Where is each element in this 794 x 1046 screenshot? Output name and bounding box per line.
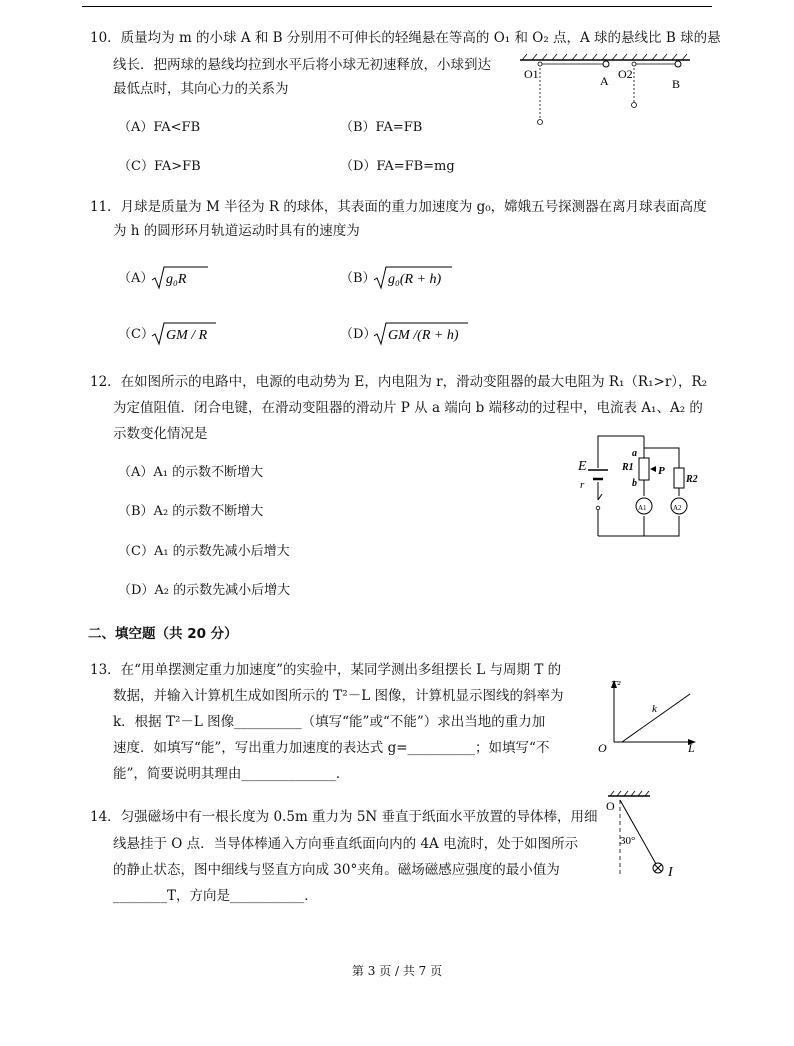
q12-option-b: （B）A₂ 的示数不断增大: [118, 504, 264, 519]
q14-label-o: O: [606, 799, 615, 813]
q10-label-o1: O1: [524, 67, 539, 81]
q11-option-c-radical: [150, 320, 218, 348]
q10-line1: 10．质量均为 m 的小球 A 和 B 分别用不可伸长的轻绳悬在等高的 O₁ 和 O₂ 点，A 球的悬线比 B 球的悬: [90, 30, 721, 46]
q10-option-c: （C）FA>FB: [118, 159, 201, 174]
q10-line3: 最低点时，其向心力的关系为: [113, 81, 289, 97]
q12-line2: 为定值阻值．闭合电键，在滑动变阻器的滑动片 P 从 a 端向 b 端移动的过程中，电流表 A₁、A₂ 的: [113, 400, 703, 416]
q10-pendulum-figure: [518, 50, 698, 130]
q12-line1: 12．在如图所示的电路中，电源的电动势为 E，内电阻为 r，滑动变阻器的最大电阻为 R₁（R₁>r），R₂: [90, 374, 708, 390]
q13-line3: k．根据 T²－L 图像__________（填写“能”或“不能”）求出当地的重力加: [113, 714, 546, 730]
q13-label-t2: T²: [611, 679, 621, 691]
q12-label-a1: A1: [638, 504, 647, 512]
q12-label-a2: A2: [673, 504, 682, 512]
q12-label-e: E: [578, 459, 587, 474]
q10-label-b: B: [672, 77, 681, 91]
q11-option-d-expr: GM /(R + h): [388, 328, 459, 343]
q13-line2: 数据，并输入计算机生成如图所示的 T²－L 图像，计算机显示图线的斜率为: [113, 688, 564, 704]
q13-t2-l-graph: [596, 672, 706, 756]
q13-line5: 能”，简要说明其理由______________．: [113, 766, 350, 782]
q12-circuit-figure: [574, 430, 704, 542]
q11-option-d-radical: [372, 320, 470, 348]
q11-option-a-radical: [150, 264, 210, 292]
q11-option-b-label: （B）: [340, 271, 376, 286]
q12-option-d: （D）A₂ 的示数先减小后增大: [118, 583, 291, 598]
q12-label-p: P: [658, 465, 665, 477]
q12-label-b: b: [632, 478, 637, 489]
q14-line2: 线悬挂于 O 点．当导体棒通入方向垂直纸面向内的 4A 电流时，处于如图所示: [113, 836, 579, 852]
q10-label-o2: O2: [618, 67, 633, 81]
q11-option-a-expr: g₀R: [166, 272, 187, 287]
q10-option-d: （D）FA=FB=mg: [340, 159, 455, 174]
q11-line1: 11．月球是质量为 M 半径为 R 的球体，其表面的重力加速度为 g₀，嫦娥五号探测器在离月球表面高度: [90, 199, 707, 215]
q13-line4: 速度．如填写“能”，写出重力加速度的表达式 g=__________；如填写“不: [113, 740, 550, 756]
q11-option-a-label: （A）: [118, 271, 154, 286]
q14-line1: 14．匀强磁场中有一根长度为 0.5m 重力为 5N 垂直于纸面水平放置的导体棒，用细: [90, 809, 598, 825]
q11-option-b-expr: g₀(R + h): [388, 272, 442, 287]
q12-label-r1: R1: [622, 462, 634, 473]
q12-label-r2: R2: [686, 474, 698, 485]
q10-option-a: （A）FA<FB: [118, 120, 201, 135]
q14-hanging-rod-figure: [600, 788, 690, 880]
page-footer: 第 3 页 / 共 7 页: [351, 964, 443, 978]
q12-label-r: r: [580, 479, 585, 491]
section-fill-in-title: 二、填空题（共 20 分）: [88, 626, 238, 642]
q14-label-i: I: [668, 865, 673, 880]
q11-line2: 为 h 的圆形环月轨道运动时具有的速度为: [113, 223, 360, 239]
q13-line1: 13．在“用单摆测定重力加速度”的实验中，某同学测出多组摆长 L 与周期 T 的: [90, 662, 562, 678]
q12-option-a: （A）A₁ 的示数不断增大: [118, 465, 264, 480]
q12-line3: 示数变化情况是: [113, 426, 208, 442]
q10-line2: 线长．把两球的悬线均拉到水平后将小球无初速释放，小球到达: [113, 57, 491, 73]
q13-label-l: L: [688, 741, 695, 755]
q14-line3: 的静止状态，图中细线与竖直方向成 30°夹角。磁场磁感应强度的最小值为: [113, 862, 560, 878]
q10-label-a: A: [600, 74, 609, 88]
q14-line4: ________T，方向是___________．: [113, 888, 318, 904]
q13-label-o: O: [598, 741, 607, 755]
q10-option-b: （B）FA=FB: [340, 120, 423, 135]
q11-option-d-label: （D）: [340, 327, 377, 342]
q12-label-a: a: [632, 448, 637, 459]
q11-option-b-radical: [372, 264, 454, 292]
q12-option-c: （C）A₁ 的示数先减小后增大: [118, 544, 290, 559]
q11-option-c-expr: GM / R: [166, 328, 208, 343]
header-rule: [82, 6, 712, 7]
q11-option-c-label: （C）: [118, 327, 154, 342]
q14-label-angle: 30°: [620, 835, 636, 847]
q13-label-k: k: [652, 703, 657, 715]
